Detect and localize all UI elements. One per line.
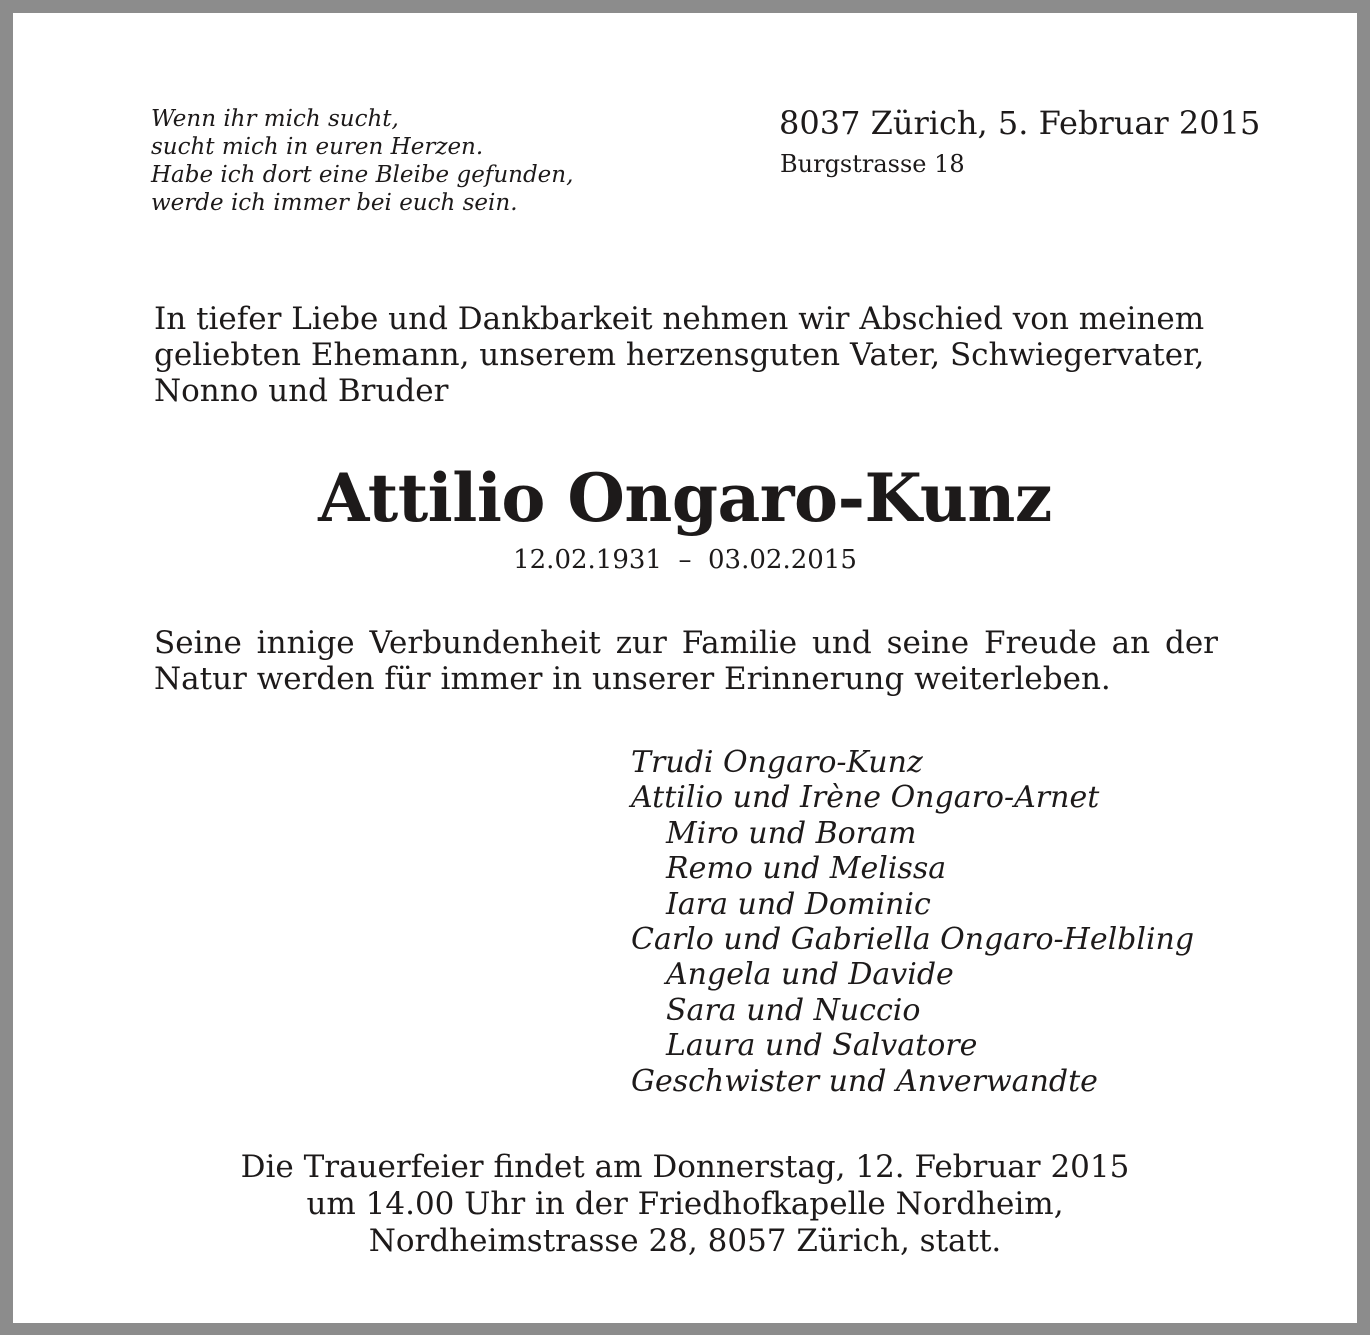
service-line: Nordheimstrasse 28, 8057 Zürich, statt.	[368, 1223, 1002, 1259]
mourner-name: Remo und Melissa	[666, 851, 947, 887]
intro-text	[154, 301, 1224, 409]
mourner-name: Miro und Boram	[666, 815, 917, 851]
mourners-list	[631, 745, 1331, 1099]
deceased-name: Attilio Ongaro-Kunz	[318, 459, 1052, 537]
service-line: Die Trauerfeier findet am Donnerstag, 12. Februar 2015	[240, 1149, 1130, 1185]
mourner-name: Carlo und Gabriella Ongaro-Helbling	[631, 922, 1195, 958]
poem	[151, 105, 611, 217]
mourner-name: Laura und Salvatore	[666, 1028, 978, 1064]
poem-line: sucht mich in euren Herzen.	[151, 134, 484, 160]
poem-line: werde ich immer bei euch sein.	[151, 190, 518, 216]
mourner-name: Angela und Davide	[666, 957, 954, 993]
life-dates: 12.02.1931 – 03.02.2015	[513, 545, 857, 575]
place-date: 8037 Zürich, 5. Februar 2015	[779, 104, 1261, 142]
poem-line: Habe ich dort eine Bleibe gefunden,	[151, 162, 574, 188]
mourner-name: Iara und Dominic	[666, 886, 931, 922]
tribute-text: Seine innige Verbundenheit zur Familie und seine Freude an der Natur werden für immer in unserer Erinnerung weiterleben.	[154, 625, 1218, 697]
mourner-name: Sara und Nuccio	[666, 992, 921, 1028]
poem-line: Wenn ihr mich sucht,	[151, 106, 399, 132]
intro-line: In tiefer Liebe und Dankbarkeit nehmen wir Abschied von meinem	[154, 301, 1205, 337]
mourner-name: Geschwister und Anverwandte	[631, 1063, 1098, 1099]
mourner-name: Attilio und Irène Ongaro-Arnet	[631, 780, 1100, 816]
intro-line: geliebten Ehemann, unserem herzensguten Vater, Schwiegervater,	[154, 337, 1205, 373]
mourner-name: Trudi Ongaro-Kunz	[631, 745, 923, 780]
obituary-card	[13, 13, 1357, 1323]
service-line: um 14.00 Uhr in der Friedhofkapelle Nordheim,	[306, 1186, 1064, 1222]
street-address: Burgstrasse 18	[780, 150, 965, 178]
funeral-service-info	[13, 1149, 1357, 1260]
intro-line: Nonno und Bruder	[154, 373, 449, 409]
